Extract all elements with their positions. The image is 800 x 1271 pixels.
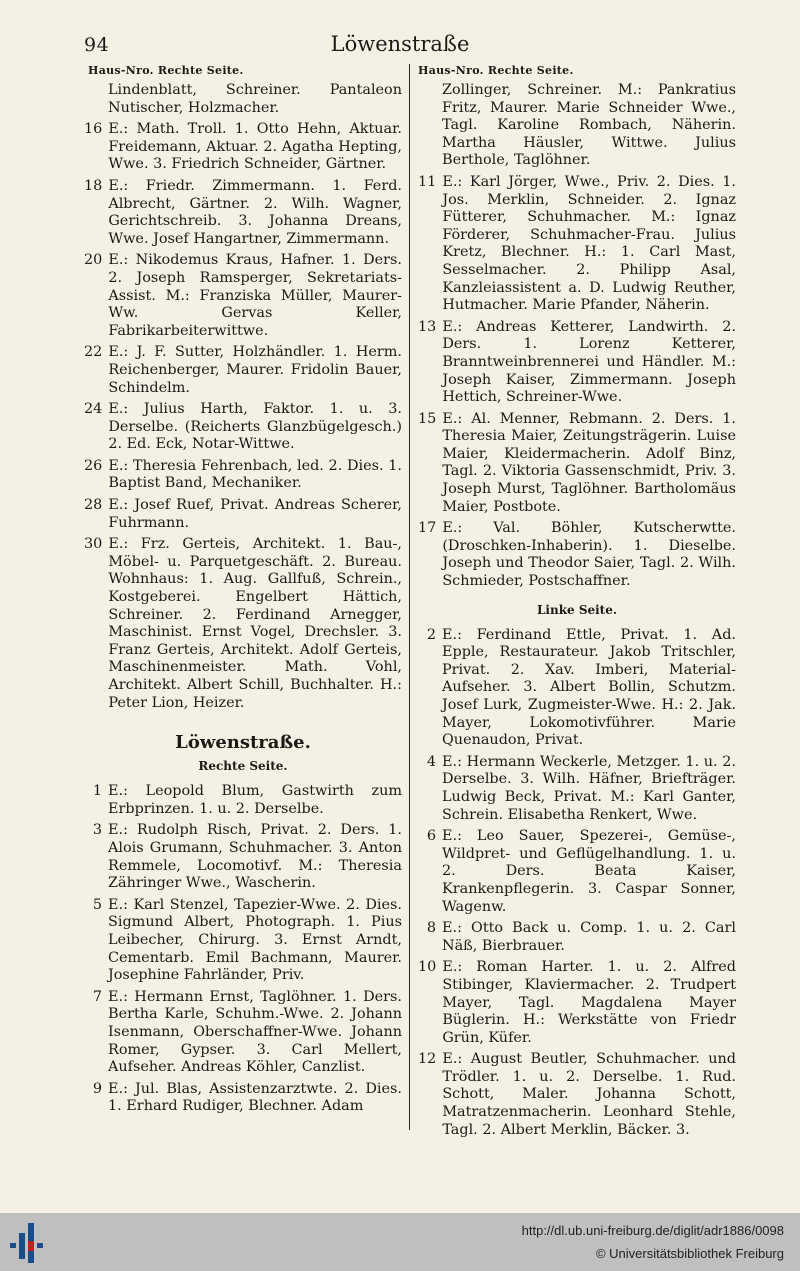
- entry-text: E.: Karl Jörger, Wwe., Priv. 2. Dies. 1. Jos. Merklin, Schneider. 2. Ignaz Fütterer, Schuhmacher. M.: Ignaz Förderer, Schuhmacher-Frau. Julius Kretz, Blechner. H.: 1. Carl Mast, Sesselmacher. 2. Philipp Asal, Kanzleiassistent a. D. Ludwig Reuther, Hutmacher. Marie Pfander, Näherin.: [442, 173, 736, 314]
- house-number: 11: [418, 173, 437, 190]
- entry-text: E.: Val. Böhler, Kutscherwtte. (Droschken-Inhaberin). 1. Dieselbe. Joseph und Theodor Saier, Tagl. 2. Wilh. Schmieder, Postschaffner.: [442, 520, 736, 590]
- left-column: [84, 82, 402, 1120]
- section-title: Löwenstraße.: [175, 732, 311, 754]
- directory-entry: [84, 536, 402, 712]
- directory-entry: [418, 828, 736, 916]
- directory-entry: [418, 920, 736, 955]
- house-number: 15: [418, 410, 437, 427]
- right-column-header: Haus-Nro. Rechte Seite.: [418, 64, 574, 77]
- house-number: 5: [92, 896, 102, 913]
- right-column: [418, 82, 736, 1143]
- house-number: 1: [92, 783, 102, 800]
- house-number: [84, 82, 108, 117]
- house-number: 22: [84, 344, 103, 361]
- house-number: 26: [84, 457, 103, 474]
- directory-entry: [84, 1081, 402, 1116]
- section-subtitle-right: Linke Seite.: [536, 602, 618, 617]
- entry-text: E.: Josef Ruef, Privat. Andreas Scherer, Fuhrmann.: [108, 497, 402, 531]
- house-number: 28: [84, 497, 103, 514]
- entry-text: E.: Al. Menner, Rebmann. 2. Ders. 1. Theresia Maier, Zeitungsträgerin. Luise Maier, Kleidermacherin. Adolf Binz, Tagl. 2. Viktoria Gassenschmidt, Priv. 3. Joseph Murst, Taglöhner. Bartholomäus Maier, Postbote.: [442, 410, 736, 515]
- page-title: Löwenstraße: [330, 32, 470, 56]
- directory-entry: [418, 959, 736, 1047]
- house-number: 4: [426, 753, 436, 770]
- directory-entry: [418, 174, 736, 315]
- copyright-text: © Universitätsbibliothek Freiburg: [595, 1246, 784, 1261]
- house-number: 12: [418, 1051, 437, 1068]
- directory-entry: [84, 458, 402, 493]
- entry-text: E.: Julius Harth, Faktor. 1. u. 3. Derselbe. (Reicherts Glanzbügelgesch.) 2. Ed. Eck, Notar-Wittwe.: [108, 401, 402, 453]
- entry-text: E.: Rudolph Risch, Privat. 2. Ders. 1. Alois Grumann, Schuhmacher. 3. Anton Remmele, Locomotivf. M.: Theresia Zähringer Wwe., Wascherin.: [108, 822, 402, 892]
- source-url-link[interactable]: http://dl.ub.uni-freiburg.de/diglit/adr1886/0098: [521, 1223, 784, 1238]
- directory-entry: [418, 754, 736, 824]
- house-number: 6: [426, 828, 436, 845]
- directory-entry: [418, 627, 736, 750]
- house-number: 9: [92, 1080, 102, 1097]
- entry-text: E.: Karl Stenzel, Tapezier-Wwe. 2. Dies. Sigmund Albert, Photograph. 1. Pius Leibecher, Chirurg. 3. Ernst Arndt, Cementarb. Emil Bachmann, Maurer. Josephine Fahrländer, Priv.: [108, 896, 402, 984]
- directory-entry: [418, 82, 736, 170]
- entry-text: E.: Friedr. Zimmermann. 1. Ferd. Albrecht, Gärtner. 2. Wilh. Wagner, Gerichtschreib. 3. Johanna Dreans, Wwe. Josef Hangartner, Zimmermann.: [108, 177, 402, 247]
- directory-entry: [84, 82, 402, 117]
- directory-entry: [84, 178, 402, 248]
- directory-entry: [84, 401, 402, 454]
- house-number: 24: [84, 401, 103, 418]
- directory-entry: [84, 497, 402, 532]
- house-number: 3: [92, 822, 102, 839]
- directory-entry: [84, 783, 402, 818]
- column-divider: [409, 64, 410, 1130]
- directory-entry: [418, 411, 736, 517]
- house-number: 2: [426, 626, 436, 643]
- directory-entry: [418, 319, 736, 407]
- house-number: 8: [426, 920, 436, 937]
- house-number: 20: [84, 252, 103, 269]
- house-number: 16: [84, 121, 103, 138]
- left-column-header: Haus-Nro. Rechte Seite.: [88, 64, 244, 77]
- directory-entry: [84, 989, 402, 1077]
- directory-entry: [84, 344, 402, 397]
- section-subtitle-left: Rechte Seite.: [198, 759, 288, 774]
- entry-text: E.: Nikodemus Kraus, Hafner. 1. Ders. 2. Joseph Ramsperger, Sekretariats-Assist. M.: Franziska Müller, Maurer-Ww. Gervas Keller, Fabrikarbeiterwittwe.: [108, 252, 402, 339]
- house-number: 7: [92, 988, 102, 1005]
- directory-entry: [84, 897, 402, 985]
- entry-text: Zollinger, Schreiner. M.: Pankratius Fritz, Maurer. Marie Schneider Wwe., Tagl. Karoline Rombach, Näherin. Martha Häusler, Wittwe. Julius Berthole, Taglöhner.: [442, 82, 736, 169]
- house-number: 10: [418, 959, 437, 976]
- directory-entry: [84, 121, 402, 174]
- house-number: 30: [84, 536, 103, 553]
- entry-text: E.: Jul. Blas, Assistenzarztwte. 2. Dies. 1. Erhard Rudiger, Blechner. Adam: [108, 1080, 402, 1115]
- entry-text: E.: Hermann Ernst, Taglöhner. 1. Ders. Bertha Karle, Schuhm.-Wwe. 2. Johann Isenmann, Oberschaffner-Wwe. Johann Romer, Gypser. 3. Carl Mellert, Aufseher. Andreas Köhler, Canzlist.: [108, 988, 402, 1076]
- entry-text: E.: August Beutler, Schuhmacher. und Trödler. 1. u. 2. Derselbe. 1. Rud. Schott, Maler. Johanna Schott, Matratzenmacherin. Leonhard Stehle, Tagl. 2. Albert Merklin, Bäcker. 3.: [442, 1051, 736, 1138]
- entry-text: E.: Leopold Blum, Gastwirth zum Erbprinzen. 1. u. 2. Derselbe.: [108, 783, 402, 817]
- entry-text: E.: J. F. Sutter, Holzhändler. 1. Herm. Reichenberger, Maurer. Fridolin Bauer, Schindelm.: [108, 344, 402, 396]
- directory-entry: [418, 520, 736, 590]
- house-number: 13: [418, 318, 437, 335]
- entry-text: E.: Andreas Ketterer, Landwirth. 2. Ders. 1. Lorenz Ketterer, Branntweinbrennerei und Händler. M.: Joseph Kaiser, Zimmermann. Joseph Hettich, Schreiner-Wwe.: [442, 318, 736, 406]
- entry-text: E.: Roman Harter. 1. u. 2. Alfred Stibinger, Klaviermacher. 2. Trudpert Mayer, Tagl. Magdalena Mayer Büglerin. H.: Werkstätte von Friedr Grün, Küfer.: [442, 959, 736, 1046]
- entry-text: E.: Math. Troll. 1. Otto Hehn, Aktuar. Freidemann, Aktuar. 2. Agatha Hepting, Wwe. 3. Friedrich Schneider, Gärtner.: [108, 121, 402, 173]
- house-number: 18: [84, 177, 103, 194]
- house-number: 17: [418, 520, 437, 537]
- entry-text: E.: Hermann Weckerle, Metzger. 1. u. 2. Derselbe. 3. Wilh. Häfner, Briefträger. Ludwig Beck, Privat. M.: Karl Ganter, Schrein. Elisabetha Renkert, Wwe.: [442, 753, 736, 823]
- entry-text: E.: Leo Sauer, Spezerei-, Gemüse-, Wildpret- und Geflügelhandlung. 1. u. 2. Ders. Beata Kaiser, Krankenpflegerin. 3. Caspar Sonner, Wagenw.: [442, 828, 736, 915]
- entry-text: E.: Frz. Gerteis, Architekt. 1. Bau-, Möbel- u. Parquetgeschäft. 2. Bureau. Wohnhaus: 1. Aug. Gallfuß, Schrein., Kostgeberei. Engelbert Hättich, Schreiner. 2. Ferdinand Arnegger, Maschinist. Ernst Vogel, Drechsler. 3. Franz Gerteis, Architekt. Adolf Gerteis, Maschinenmeister. Math. Vohl, Architekt. Albert Schill, Buchhalter. H.: Peter Lion, Heizer.: [108, 536, 402, 711]
- house-number: [418, 82, 442, 170]
- page-number: 94: [84, 34, 110, 56]
- entry-text: E.: Otto Back u. Comp. 1. u. 2. Carl Näß, Bierbrauer.: [442, 920, 736, 954]
- directory-entry: [418, 1051, 736, 1139]
- entry-text: E.: Ferdinand Ettle, Privat. 1. Ad. Epple, Restaurateur. Jakob Tritschler, Privat. 2. Xav. Imberi, Material-Aufseher. 3. Albert Bollin, Schutzm. Josef Lurk, Zugmeister-Wwe. H.: 2. Jak. Mayer, Lokomotivführer. Marie Quenaudon, Privat.: [442, 626, 736, 749]
- ub-freiburg-logo-icon[interactable]: [10, 1221, 54, 1265]
- directory-entry: [84, 822, 402, 892]
- directory-entry: [84, 252, 402, 340]
- entry-text: Lindenblatt, Schreiner. Pantaleon Nutischer, Holzmacher.: [108, 82, 402, 116]
- footer-bar: [0, 1213, 800, 1271]
- entry-text: E.: Theresia Fehrenbach, led. 2. Dies. 1. Baptist Band, Mechaniker.: [108, 457, 402, 492]
